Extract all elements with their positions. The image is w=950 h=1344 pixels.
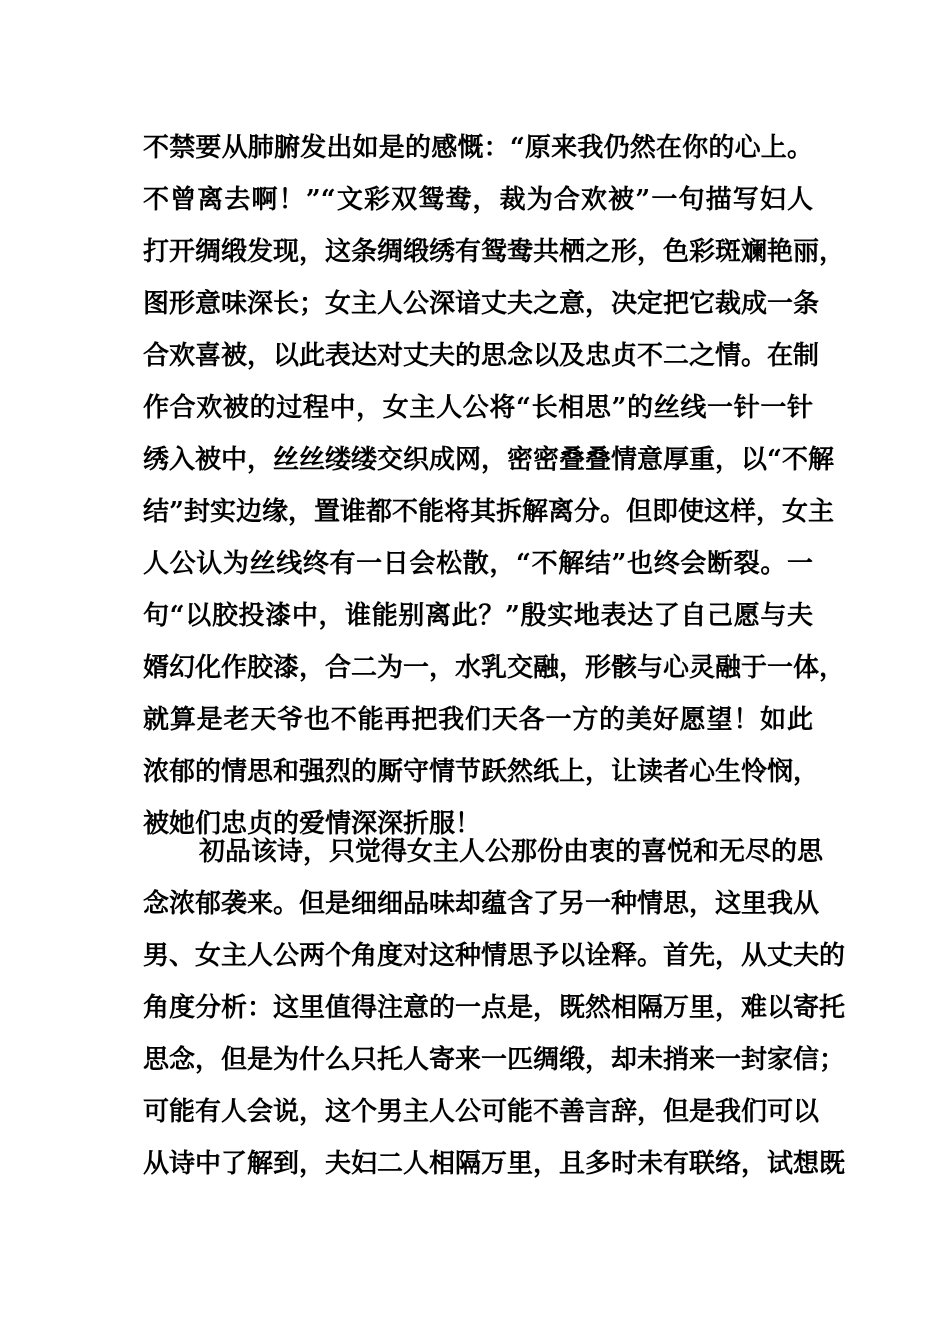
paragraph-2-line: 念浓郁袭来。但是细细品味却蕴含了另一种情思，这里我从 bbox=[143, 889, 820, 919]
paragraph-1-line: 就算是老天爷也不能再把我们天各一方的美好愿望！如此 bbox=[143, 705, 813, 735]
paragraph-1-line: 浓郁的情思和强烈的厮守情节跃然纸上，让读者心生怜悯， bbox=[143, 757, 820, 787]
paragraph-2-line: 可能有人会说，这个男主人公可能不善言辞，但是我们可以 bbox=[143, 1097, 820, 1127]
paragraph-1-line: 绣入被中，丝丝缕缕交织成网，密密叠叠情意厚重，以“不解 bbox=[143, 445, 834, 475]
paragraph-1-line: 结”封实边缘，置谁都不能将其拆解离分。但即使这样，女主 bbox=[143, 497, 834, 527]
paragraph-2 bbox=[143, 826, 846, 1190]
paragraph-2-line: 从诗中了解到，夫妇二人相隔万里，且多时未有联络，试想既 bbox=[143, 1149, 846, 1179]
paragraph-1-line: 婿幻化作胶漆，合二为一，水乳交融，形骸与心灵融于一体， bbox=[143, 653, 846, 683]
paragraph-1 bbox=[143, 122, 846, 850]
paragraph-2-line: 初品该诗，只觉得女主人公那份由衷的喜悦和无尽的思 bbox=[199, 837, 824, 867]
paragraph-2-line: 思念，但是为什么只托人寄来一匹绸缎，却未捎来一封家信； bbox=[143, 1045, 846, 1075]
paragraph-1-line: 不曾离去啊！”“文彩双鸳鸯，裁为合欢被”一句描写妇人 bbox=[143, 185, 813, 215]
paragraph-1-line: 合欢喜被，以此表达对丈夫的思念以及忠贞不二之情。在制 bbox=[143, 341, 820, 371]
paragraph-1-line: 不禁要从肺腑发出如是的感慨：“原来我仍然在你的心上。 bbox=[143, 133, 813, 163]
paragraph-1-line: 打开绸缎发现，这条绸缎绣有鸳鸯共栖之形，色彩斑斓艳丽， bbox=[143, 237, 846, 267]
paragraph-1-line: 人公认为丝线终有一日会松散，“不解结”也终会断裂。一 bbox=[143, 549, 813, 579]
paragraph-1-line: 图形意味深长；女主人公深谙丈夫之意，决定把它裁成一条 bbox=[143, 289, 820, 319]
paragraph-1-line: 句“以胶投漆中，谁能别离此？”殷实地表达了自己愿与夫 bbox=[143, 601, 813, 631]
paragraph-1-line: 作合欢被的过程中，女主人公将“长相思”的丝线一针一针 bbox=[143, 393, 813, 423]
paragraph-2-line: 男、女主人公两个角度对这种情思予以诠释。首先，从丈夫的 bbox=[143, 941, 846, 971]
paragraph-2-line: 角度分析：这里值得注意的一点是，既然相隔万里，难以寄托 bbox=[143, 993, 846, 1023]
paragraph-1-line: 被她们忠贞的爱情深深折服！ bbox=[143, 809, 482, 839]
